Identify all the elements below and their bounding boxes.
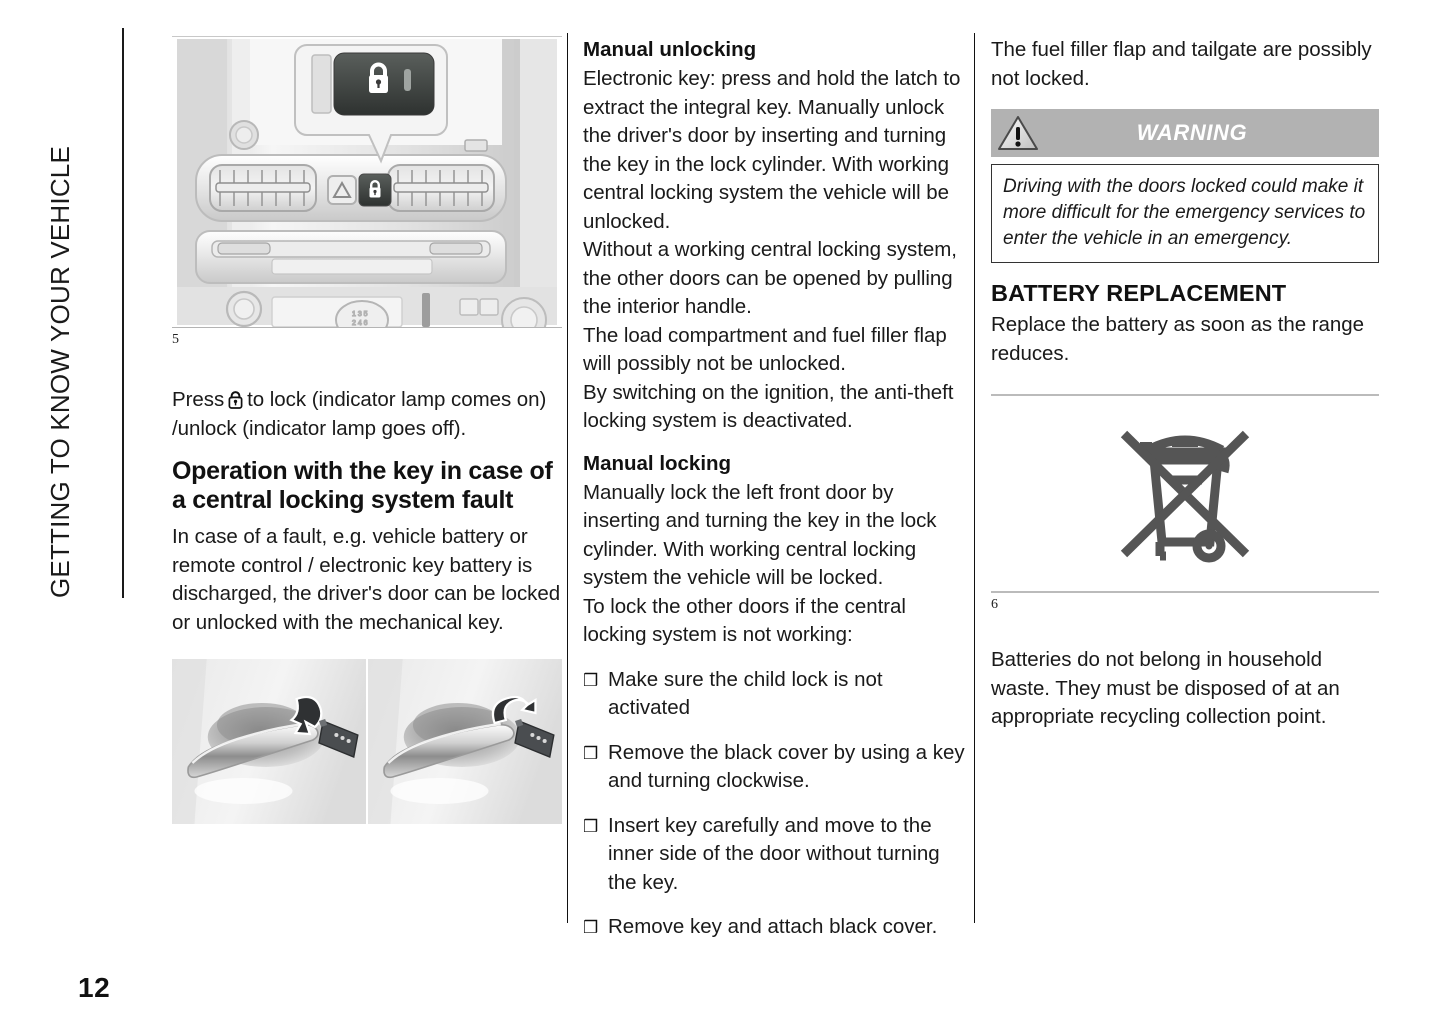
lock-icon	[227, 388, 244, 409]
manual-unlocking-paragraph-3: The load compartment and fuel filler flap will possibly not be unlocked.	[583, 323, 947, 375]
figure5-bottom-rule	[172, 327, 562, 328]
chapter-sidebar-tab	[45, 28, 124, 598]
figure-weee-bin	[991, 396, 1379, 591]
door-handle-panel-left	[172, 659, 366, 824]
manual-locking-heading: Manual locking	[583, 451, 732, 475]
press-after-label: to lock (indicator lamp comes on) /unlock (indicator lamp goes off).	[172, 388, 547, 440]
column-divider-2	[974, 33, 975, 923]
column-three	[991, 36, 1379, 732]
warning-callout	[991, 109, 1379, 263]
column-two	[583, 36, 968, 958]
list-item-label: Remove the black cover by using a key and turning clockwise.	[608, 740, 965, 792]
operation-with-key-heading: Operation with the key in case of a central locking system fault	[172, 457, 553, 514]
warning-body-text: Driving with the doors locked could make it more difficult for the emergency services to enter the vehicle in an emergency.	[991, 164, 1379, 263]
press-label: Press	[172, 388, 225, 411]
battery-replacement-paragraph: Replace the battery as soon as the range reduces.	[991, 313, 1364, 365]
weee-crossed-out-wheelie-bin-icon	[1110, 420, 1260, 568]
battery-replacement-heading: BATTERY REPLACEMENT	[991, 280, 1287, 306]
chapter-sidebar-label: GETTING TO KNOW YOUR VEHICLE	[45, 145, 75, 598]
warning-triangle-icon	[997, 114, 1039, 152]
list-item-label: Insert key carefully and move to the inner side of the door without turning the key.	[608, 813, 940, 894]
list-item	[583, 913, 968, 942]
list-item	[583, 666, 968, 723]
square-bullet-icon: ❒	[583, 670, 599, 690]
press-to-lock-paragraph	[172, 386, 562, 443]
page-number: 12	[78, 972, 111, 1003]
figure-dashboard-central-locking	[172, 37, 562, 327]
manual-unlocking-paragraph-4: By switching on the ignition, the anti-theft locking system is deactivated.	[583, 380, 954, 432]
door-handle-panel-right	[368, 659, 562, 824]
square-bullet-icon: ❒	[583, 918, 599, 937]
dashboard-console-illustration	[172, 37, 562, 327]
manual-locking-paragraph-1: Manually lock the left front door by inserting and turning the key in the lock cylinder. With working central locking system the vehicle will be locked.	[583, 480, 937, 589]
list-item-label: Make sure the child lock is not activated	[608, 667, 883, 719]
figure-door-handle-illustrations	[172, 659, 562, 824]
square-bullet-icon: ❒	[583, 816, 599, 836]
column-divider-1	[567, 33, 568, 923]
list-item	[583, 739, 968, 796]
figure6-bottom-rule	[991, 591, 1379, 593]
manual-locking-paragraph-2: To lock the other doors if the central locking system is not working:	[583, 594, 906, 646]
warning-title: WARNING	[1136, 120, 1248, 145]
battery-disposal-paragraph: Batteries do not belong in household waste. They must be disposed of at an appropriate recycling collection point.	[991, 648, 1340, 728]
list-item	[583, 812, 968, 898]
manual-unlocking-paragraph-2: Without a working central locking system, the other doors can be opened by pulling the interior handle.	[583, 238, 957, 318]
figure5-caption: 5	[172, 332, 179, 347]
square-bullet-icon: ❒	[583, 743, 599, 763]
lock-icon-svg	[227, 388, 244, 409]
fault-case-paragraph: In case of a fault, e.g. vehicle battery or remote control / electronic key battery is discharged, the driver's door can be locked or unlocked with the mechanical key.	[172, 525, 561, 634]
manual-unlocking-heading: Manual unlocking	[583, 38, 757, 61]
svg-text:2 4 6: 2 4 6	[352, 320, 368, 327]
fuel-flap-paragraph: The fuel filler flap and tailgate are possibly not locked.	[991, 38, 1372, 90]
list-item-label: Remove key and attach black cover.	[608, 915, 938, 938]
manual-locking-bullet-list	[583, 666, 968, 942]
svg-text:1 3 5: 1 3 5	[352, 311, 368, 318]
column-one	[172, 36, 562, 824]
chapter-sidebar-rule	[122, 28, 124, 598]
warning-header-bar	[991, 109, 1379, 157]
door-handle-left-illustration	[172, 659, 366, 824]
figure6-caption: 6	[991, 597, 998, 612]
door-handle-right-illustration	[368, 659, 562, 824]
manual-unlocking-paragraph-1: Electronic key: press and hold the latch to extract the integral key. Manually unlock the driver's door by inserting and turning the key in the lock cylinder. With working central locking system the vehicle will be unlocked.	[583, 67, 961, 233]
